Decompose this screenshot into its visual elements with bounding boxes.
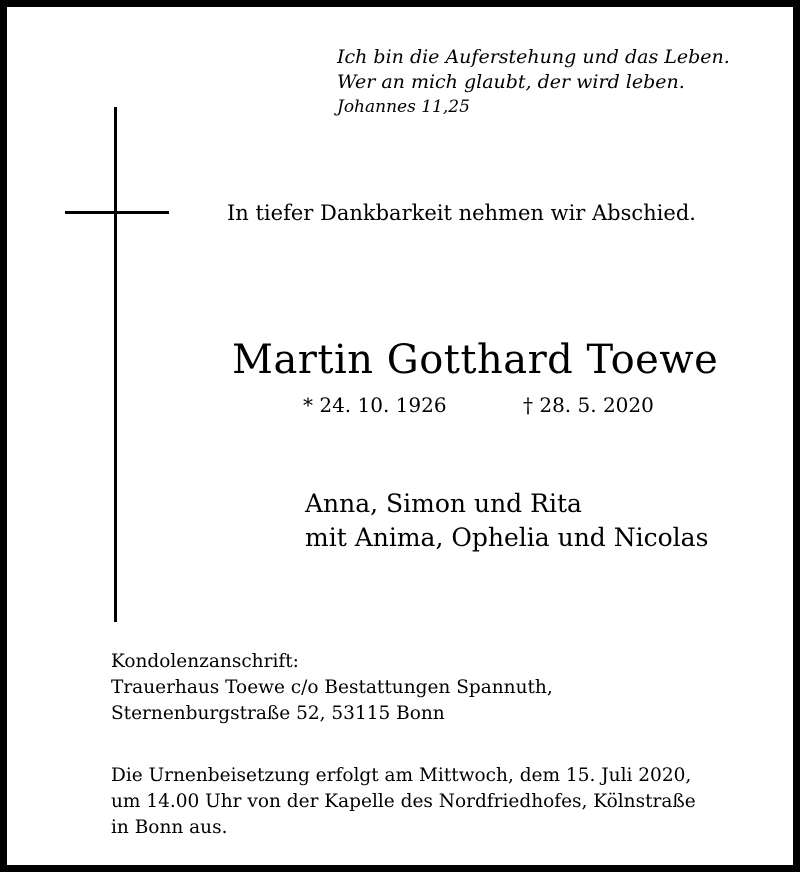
burial-line-2: um 14.00 Uhr von der Kapelle des Nordfriedhofes, Kölnstraße: [111, 791, 696, 812]
condolence-line-1: Trauerhaus Toewe c/o Bestattungen Spannuth,: [111, 677, 553, 698]
family-line-2: mit Anima, Ophelia und Nicolas: [305, 523, 709, 552]
quote-reference: Johannes 11,25: [337, 97, 470, 117]
cross-horizontal-bar: [65, 211, 169, 214]
condolence-line-2: Sternenburgstraße 52, 53115 Bonn: [111, 703, 445, 724]
condolence-address: [111, 649, 553, 727]
bible-quote: [337, 45, 730, 120]
family-line-1: Anna, Simon und Rita: [305, 489, 582, 518]
quote-line-1: Ich bin die Auferstehung und das Leben.: [337, 46, 730, 68]
burial-line-1: Die Urnenbeisetzung erfolgt am Mittwoch, dem 15. Juli 2020,: [111, 765, 692, 786]
deceased-name: Martin Gotthard Toewe: [232, 337, 719, 383]
quote-line-2: Wer an mich glaubt, der wird leben.: [337, 71, 685, 93]
family-names: [305, 487, 708, 555]
condolence-heading: Kondolenzanschrift:: [111, 651, 299, 672]
cross-vertical-bar: [114, 107, 117, 622]
death-date: † 28. 5. 2020: [523, 393, 654, 417]
burial-line-3: in Bonn aus.: [111, 817, 228, 838]
burial-info: [111, 763, 696, 841]
birth-date: * 24. 10. 1926: [303, 393, 447, 417]
thanks-line: In tiefer Dankbarkeit nehmen wir Abschied.: [227, 201, 696, 225]
